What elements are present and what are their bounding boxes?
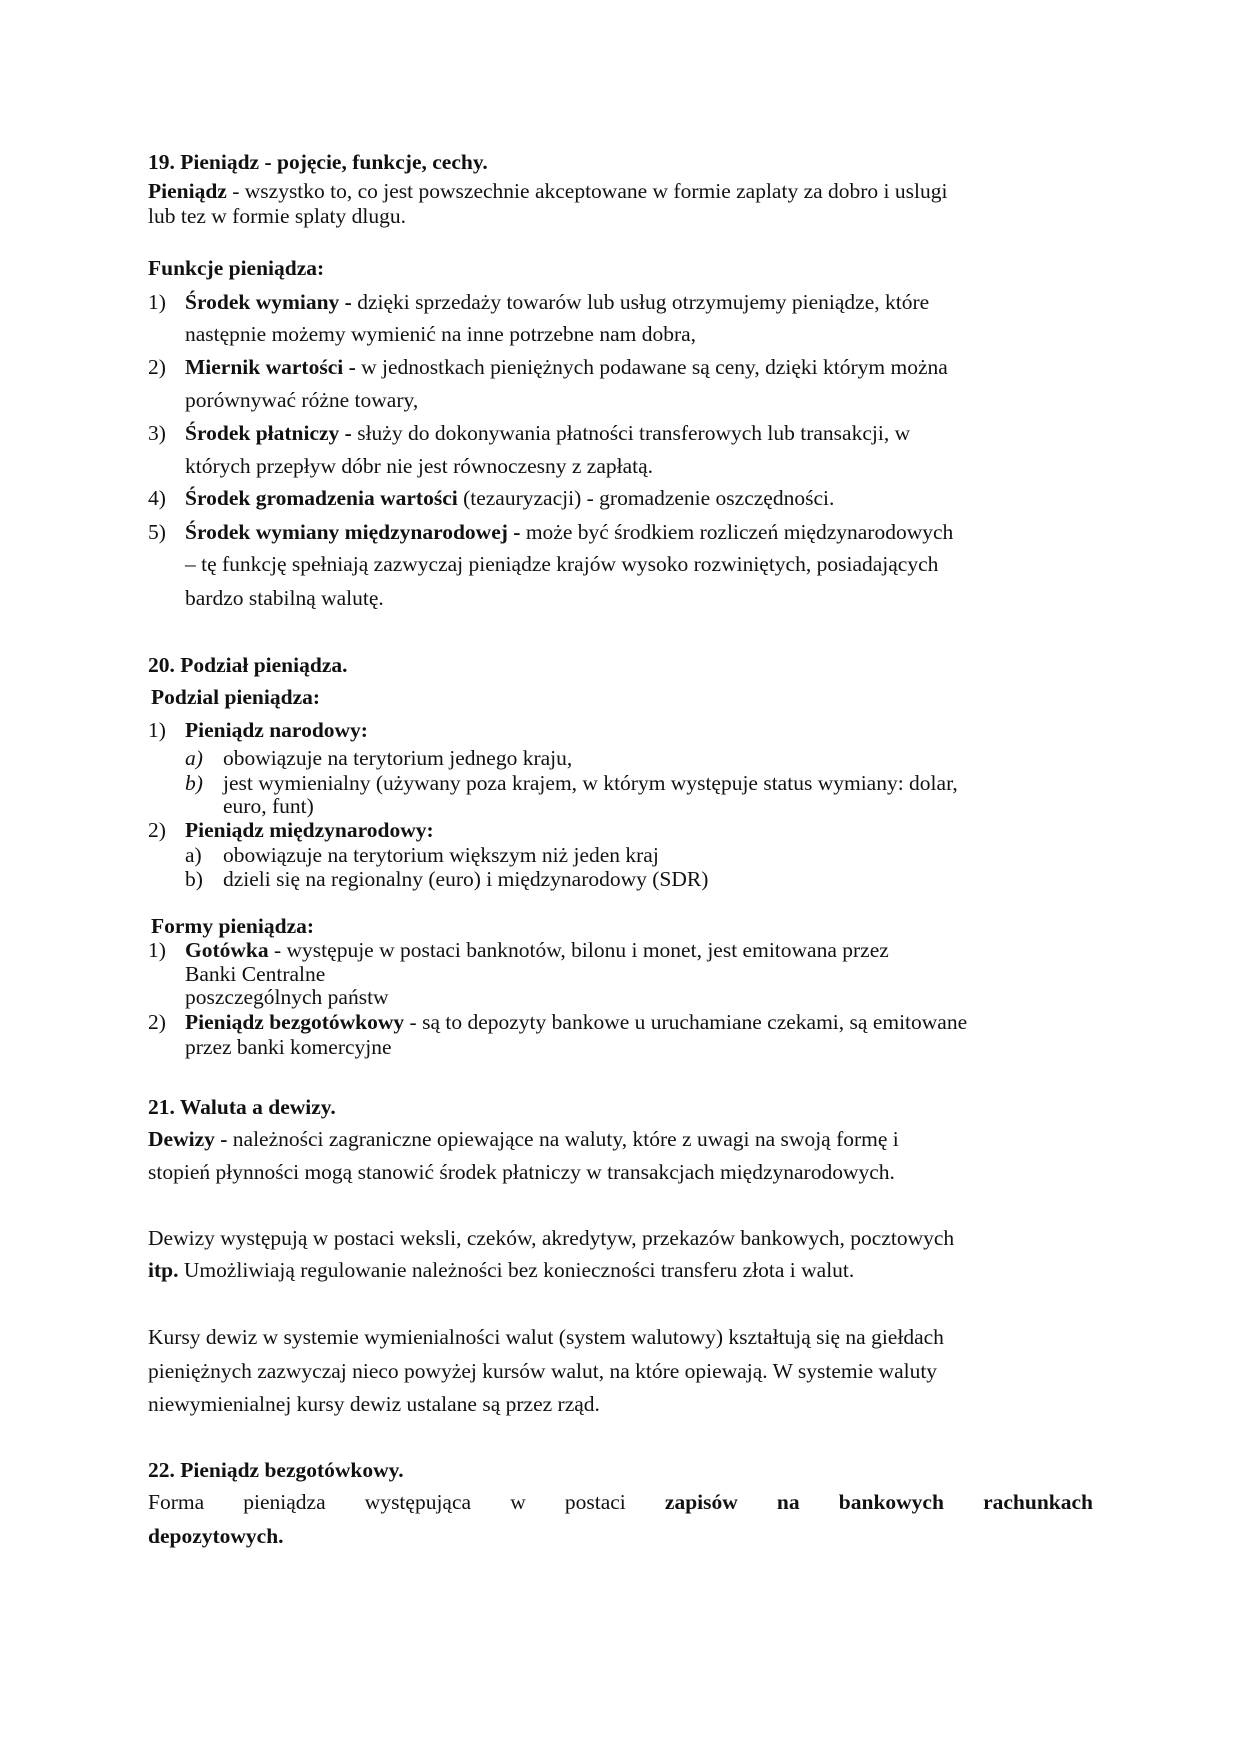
heading bbox=[151, 914, 314, 938]
list-marker: a) bbox=[185, 746, 203, 770]
heading bbox=[148, 653, 347, 677]
heading bbox=[148, 1524, 284, 1548]
text: przez banki komercyjne bbox=[185, 1035, 392, 1059]
bold-text: 21. Waluta a dewizy. bbox=[148, 1095, 336, 1119]
list-marker: b) bbox=[185, 867, 203, 891]
list-marker: b) bbox=[185, 771, 203, 795]
list-marker: 3) bbox=[148, 421, 166, 445]
bold-text: Pieniądz narodowy: bbox=[185, 718, 368, 742]
text-line bbox=[148, 1359, 937, 1383]
text: niewymienialnej kursy dewiz ustalane są przez rząd. bbox=[148, 1392, 600, 1416]
bold-text: Środek wymiany międzynarodowej - bbox=[185, 520, 521, 544]
text: - wszystko to, co jest powszechnie akceptowane w formie zaplaty za dobro i uslugi bbox=[226, 179, 948, 203]
text: euro, funt) bbox=[223, 794, 314, 818]
text-line bbox=[185, 322, 696, 346]
text-line bbox=[223, 843, 659, 867]
text-line bbox=[185, 962, 325, 986]
heading bbox=[148, 150, 488, 174]
heading bbox=[151, 685, 320, 709]
bold-text: Pieniądz bbox=[148, 179, 227, 203]
text: jest wymienialny (używany poza krajem, w którym występuje status wymiany: dolar, bbox=[223, 771, 958, 795]
text-line bbox=[148, 179, 947, 203]
bold-text: Środek płatniczy - bbox=[185, 421, 352, 445]
list-marker: 4) bbox=[148, 486, 166, 510]
bold-text: itp. bbox=[148, 1258, 179, 1282]
bold-text: 19. Pieniądz - pojęcie, funkcje, cechy. bbox=[148, 150, 488, 174]
heading bbox=[185, 818, 434, 842]
text: Umożliwiają regulowanie należności bez konieczności transferu złota i walut. bbox=[178, 1258, 855, 1282]
bold-text: Gotówka bbox=[185, 938, 269, 962]
text-line bbox=[148, 1258, 854, 1282]
text: stopień płynności mogą stanowić środek płatniczy w transakcjach międzynarodowych. bbox=[148, 1160, 895, 1184]
text: bardzo stabilną walutę. bbox=[185, 586, 384, 610]
heading bbox=[148, 1458, 404, 1482]
heading bbox=[148, 1095, 336, 1119]
text-line bbox=[185, 1035, 392, 1059]
list-marker: 5) bbox=[148, 520, 166, 544]
text-line bbox=[223, 746, 572, 770]
text-line bbox=[148, 204, 406, 228]
text-line bbox=[185, 586, 384, 610]
text-line bbox=[223, 867, 708, 891]
text-line bbox=[185, 520, 953, 544]
bold-text: zapisów na bankowych rachunkach bbox=[664, 1490, 1093, 1514]
text: Dewizy występują w postaci weksli, czeków, akredytyw, przekazów bankowych, pocztowych bbox=[148, 1226, 955, 1250]
text-line bbox=[185, 421, 910, 445]
text: porównywać różne towary, bbox=[185, 388, 419, 412]
text: obowiązuje na terytorium większym niż jeden kraj bbox=[223, 843, 659, 867]
text-line bbox=[148, 1490, 1093, 1514]
text: dzieli się na regionalny (euro) i międzynarodowy (SDR) bbox=[223, 867, 709, 891]
bold-text: Dewizy - bbox=[148, 1127, 228, 1151]
text: w jednostkach pieniężnych podawane są ceny, dzięki którym można bbox=[355, 355, 948, 379]
text: - są to depozyty bankowe u uruchamiane czekami, są emitowane bbox=[404, 1010, 968, 1034]
text: służy do dokonywania płatności transferowych lub transakcji, w bbox=[351, 421, 911, 445]
text-line bbox=[148, 1160, 895, 1184]
text: - występuje w postaci banknotów, bilonu i monet, jest emitowana przez bbox=[268, 938, 889, 962]
text-line bbox=[148, 1127, 899, 1151]
text: Forma pieniądza występująca w postaci bbox=[148, 1490, 665, 1514]
list-marker: 1) bbox=[148, 290, 166, 314]
text: należności zagraniczne opiewające na waluty, które z uwagi na swoją formę i bbox=[227, 1127, 899, 1151]
text-line bbox=[185, 1010, 967, 1034]
text: lub tez w formie splaty dlugu. bbox=[148, 204, 406, 228]
text-line bbox=[223, 794, 314, 818]
text: (tezauryzacji) - gromadzenie oszczędności. bbox=[457, 486, 835, 510]
list-marker: 2) bbox=[148, 355, 166, 379]
text-line bbox=[185, 454, 653, 478]
bold-text: Funkcje pieniądza: bbox=[148, 256, 325, 280]
heading bbox=[148, 256, 324, 280]
text: następnie możemy wymienić na inne potrzebne nam dobra, bbox=[185, 322, 697, 346]
list-marker: 2) bbox=[148, 818, 166, 842]
text: dzięki sprzedaży towarów lub usług otrzymujemy pieniądze, które bbox=[351, 290, 930, 314]
text-line bbox=[185, 486, 834, 510]
bold-text: 22. Pieniądz bezgotówkowy. bbox=[148, 1458, 404, 1482]
text-line bbox=[185, 938, 889, 962]
heading bbox=[185, 718, 368, 742]
text-line bbox=[185, 290, 929, 314]
bold-text: Miernik wartości - bbox=[185, 355, 356, 379]
text: pieniężnych zazwyczaj nieco powyżej kursów walut, na które opiewają. W systemie waluty bbox=[148, 1359, 938, 1383]
text-line bbox=[185, 355, 948, 379]
text-line bbox=[185, 985, 389, 1009]
bold-text: depozytowych. bbox=[148, 1524, 284, 1548]
text-line bbox=[148, 1392, 600, 1416]
bold-text: 20. Podział pieniądza. bbox=[148, 653, 348, 677]
text: których przepływ dóbr nie jest równoczesny z zapłatą. bbox=[185, 454, 654, 478]
text-line bbox=[148, 1226, 954, 1250]
text-line bbox=[185, 552, 938, 576]
text: poszczególnych państw bbox=[185, 985, 389, 1009]
bold-text: Środek wymiany - bbox=[185, 290, 352, 314]
list-marker: 2) bbox=[148, 1010, 166, 1034]
text: może być środkiem rozliczeń międzynarodowych bbox=[520, 520, 954, 544]
bold-text: Środek gromadzenia wartości bbox=[185, 486, 458, 510]
text-line bbox=[185, 388, 418, 412]
text: Banki Centralne bbox=[185, 962, 326, 986]
text: – tę funkcję spełniają zazwyczaj pieniądze krajów wysoko rozwiniętych, posiadających bbox=[185, 552, 939, 576]
list-marker: 1) bbox=[148, 938, 166, 962]
list-marker: 1) bbox=[148, 718, 166, 742]
bold-text: Podzial pieniądza: bbox=[151, 685, 321, 709]
list-marker: a) bbox=[185, 843, 202, 867]
text: Kursy dewiz w systemie wymienialności walut (system walutowy) kształtują się na giełdach bbox=[148, 1325, 944, 1349]
text-line bbox=[223, 771, 958, 795]
text-line bbox=[148, 1325, 944, 1349]
bold-text: Pieniądz bezgotówkowy bbox=[185, 1010, 405, 1034]
bold-text: Pieniądz międzynarodowy: bbox=[185, 818, 434, 842]
bold-text: Formy pieniądza: bbox=[151, 914, 315, 938]
text: obowiązuje na terytorium jednego kraju, bbox=[223, 746, 573, 770]
